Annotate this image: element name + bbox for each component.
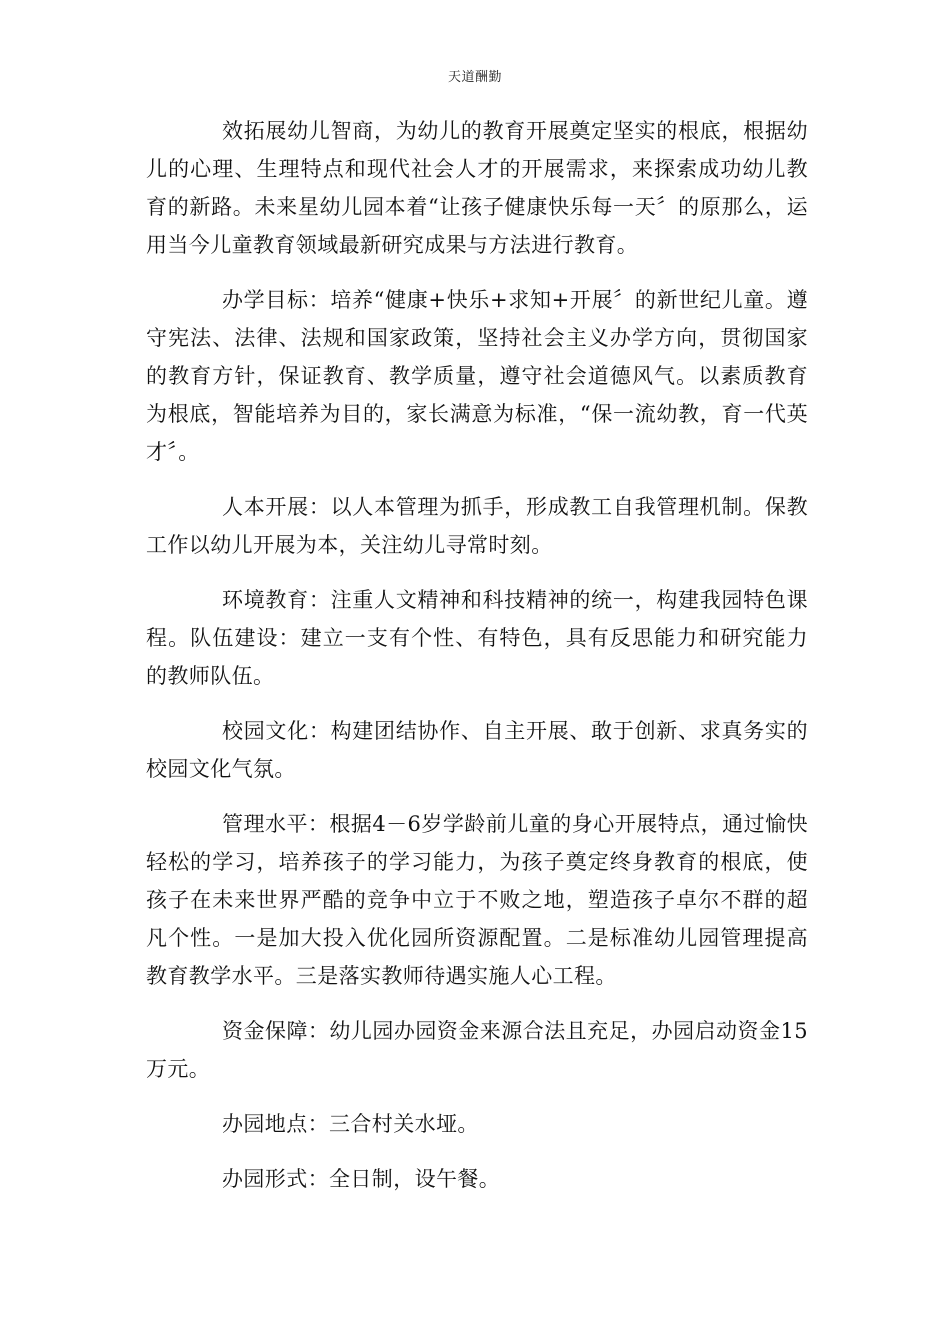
paragraph-format: 办园形式：全日制，设午餐。 [222, 1167, 501, 1191]
paragraph-funding: 资金保障：幼儿园办园资金来源合法且充足，办园启动资金15万元。 [146, 1019, 808, 1081]
paragraph-environment-education: 环境教育：注重人文精神和科技精神的统一，构建我园特色课程。队伍建设：建立一支有个性、有特色，具有反思能力和研究能力的教师队伍。 [146, 588, 808, 688]
paragraph-management-level: 管理水平：根据4－6岁学龄前儿童的身心开展特点，通过愉快轻松的学习，培养孩子的学习能力，为孩子奠定终身教育的根底，使孩子在未来世界严酷的竞争中立于不败之地，塑造孩子卓尔不群的超凡个性。一是加大投入优化园所资源配置。二是标准幼儿园管理提高教育教学水平。三是落实教师待遇实施人心工程。 [146, 812, 808, 988]
paragraph-intro: 效拓展幼儿智商，为幼儿的教育开展奠定坚实的根底，根据幼儿的心理、生理特点和现代社会人才的开展需求，来探索成功幼儿教育的新路。未来星幼儿园本着“让孩子健康快乐每一天〞的原那么，运用当今儿童教育领域最新研究成果与方法进行教育。 [146, 119, 808, 257]
paragraph-school-goal: 办学目标：培养“健康+快乐+求知+开展〞的新世纪儿童。遵守宪法、法律、法规和国家政策，坚持社会主义办学方向，贯彻国家的教育方针，保证教育、教学质量，遵守社会道德风气。以素质教育为根底，智能培养为目的，家长满意为标准，“保一流幼教，育一代英才〞。 [146, 288, 808, 464]
document-body [146, 112, 808, 1215]
paragraph-location: 办园地点：三合村关水垭。 [222, 1112, 479, 1136]
page-header: 天道酬勤 [447, 70, 502, 85]
paragraph-people-development: 人本开展：以人本管理为抓手，形成教工自我管理机制。保教工作以幼儿开展为本，关注幼儿寻常时刻。 [146, 495, 808, 557]
paragraph-campus-culture: 校园文化：构建团结协作、自主开展、敢于创新、求真务实的校园文化气氛。 [146, 719, 808, 781]
